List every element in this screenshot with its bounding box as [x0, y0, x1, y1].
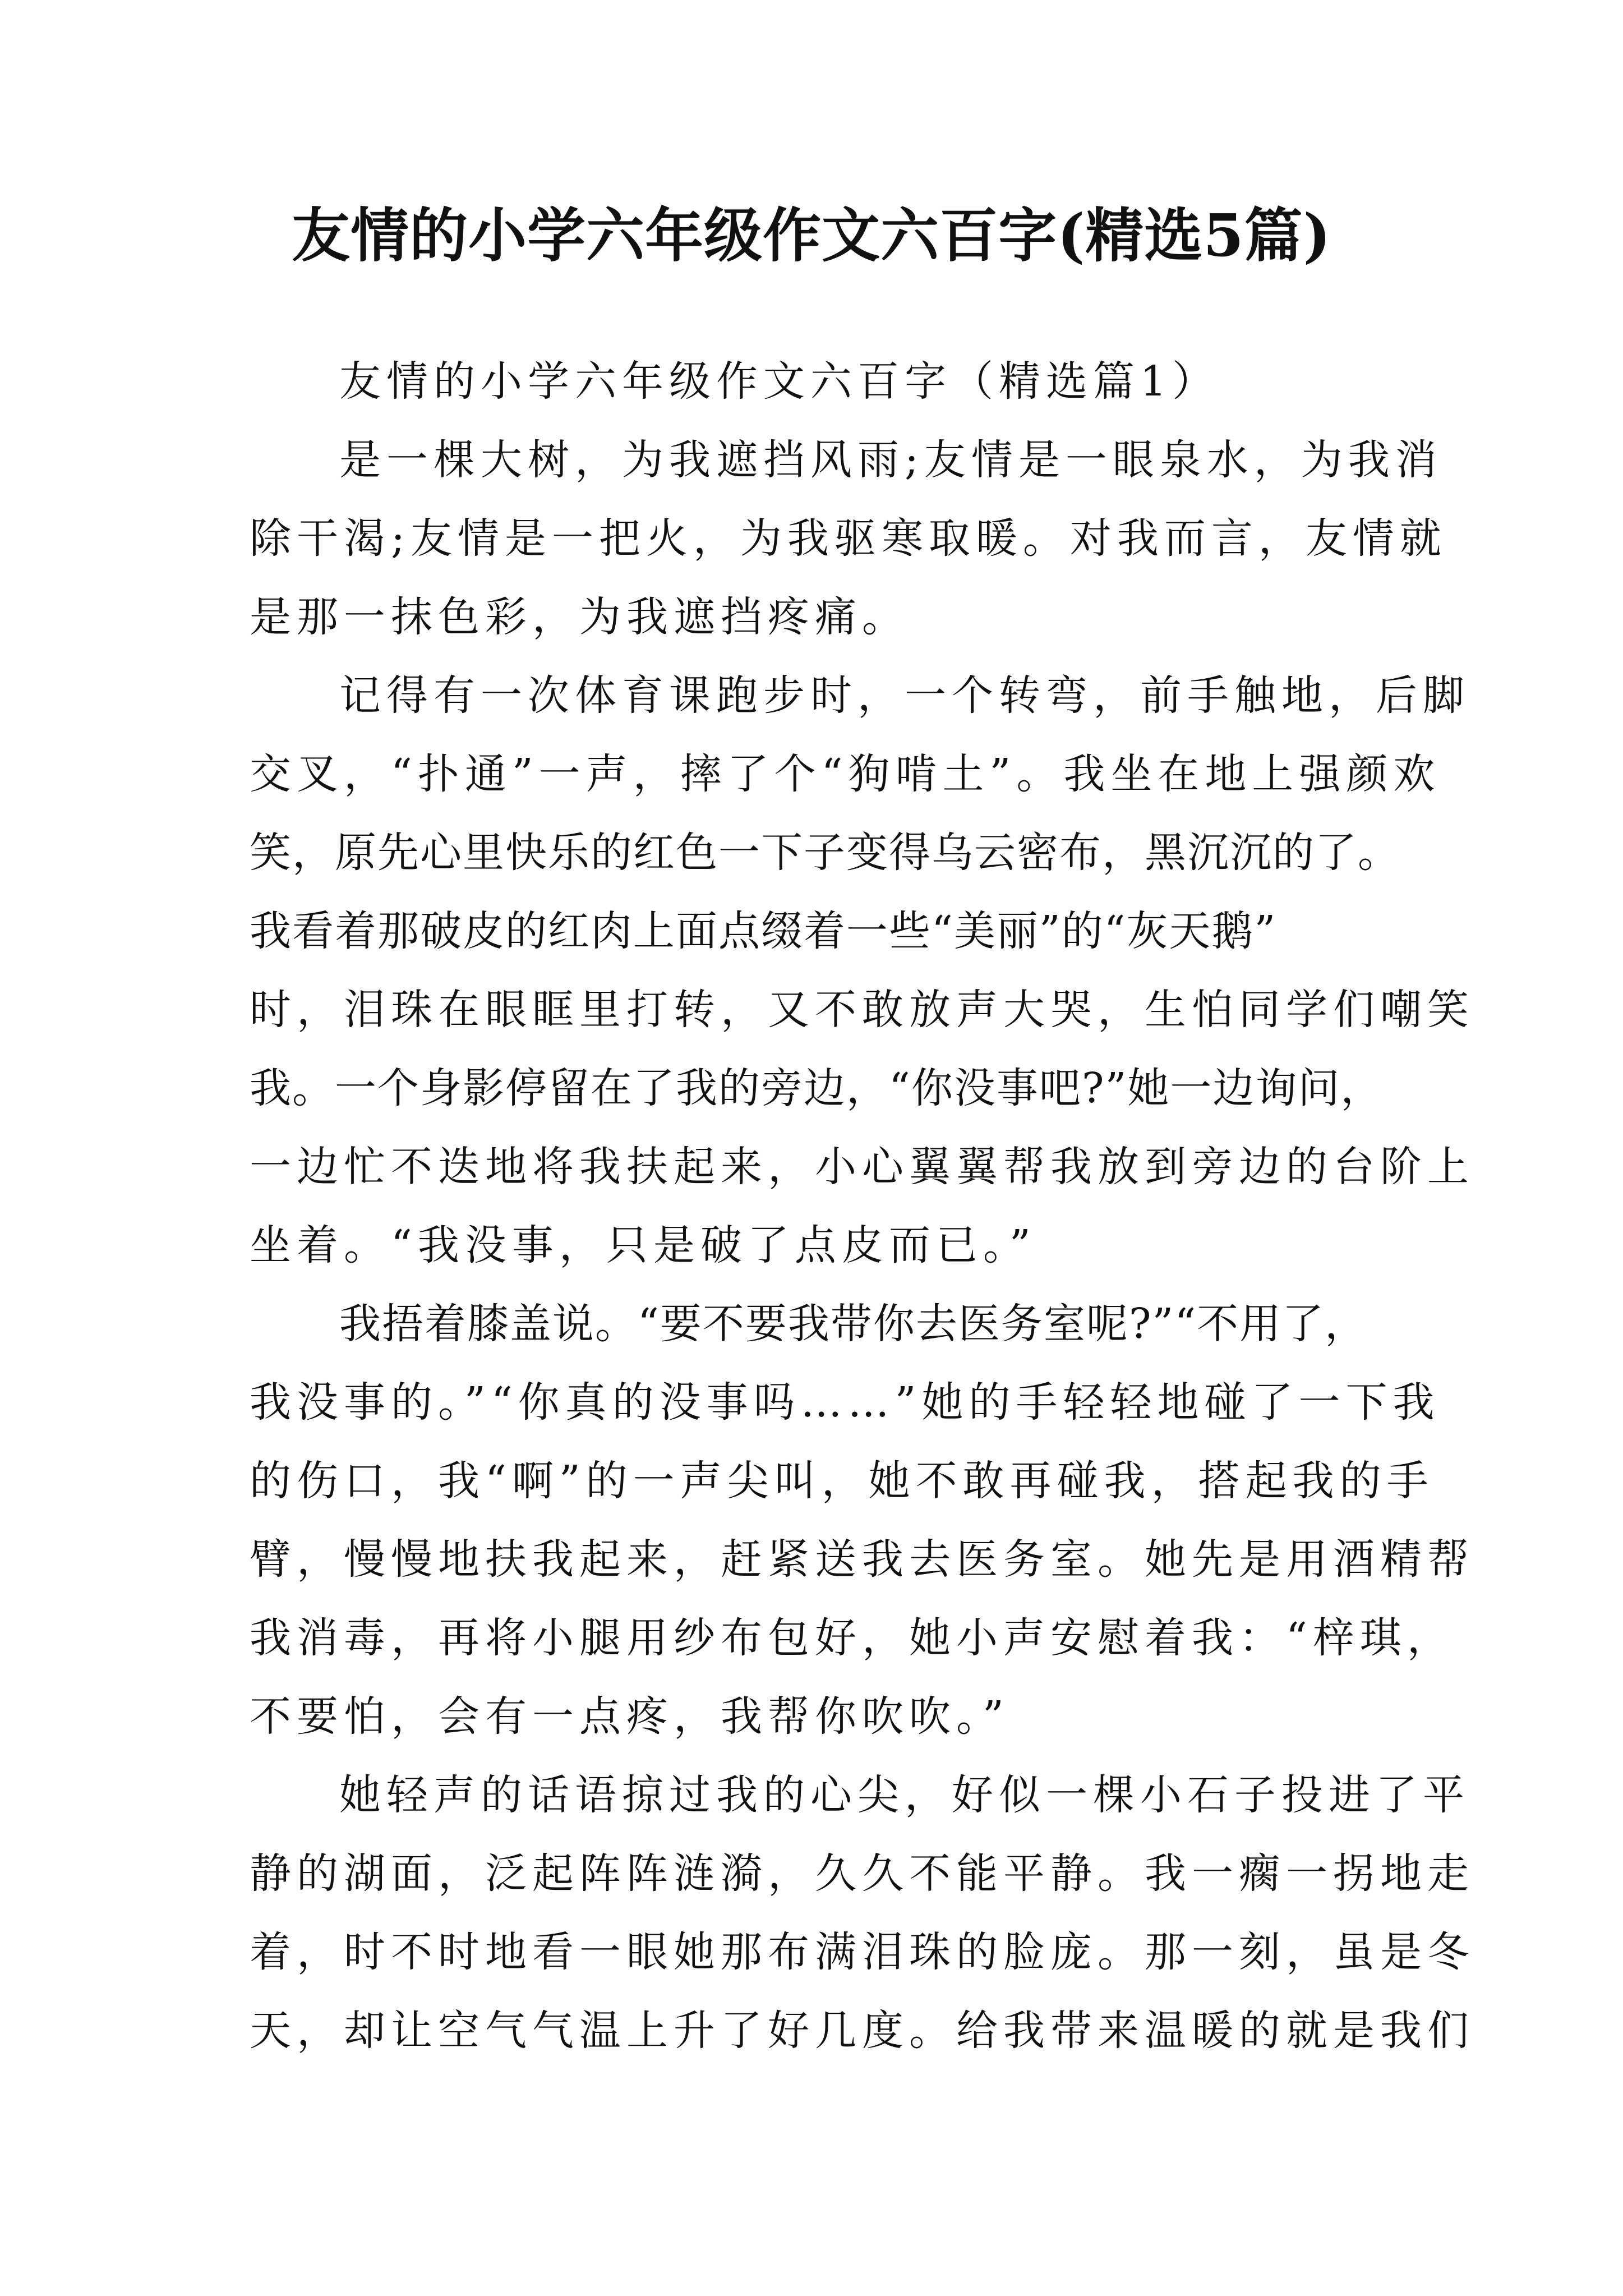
section-heading: 友情的小学六年级作文六百字（精选篇1）: [339, 357, 1220, 406]
paragraph-line: 我捂着膝盖说。“要不要我带你去医务室呢?”“不用了，: [339, 1300, 1368, 1348]
paragraph-line: 一边忙不迭地将我扶起来，小心翼翼帮我放到旁边的台阶上: [250, 1143, 1474, 1191]
paragraph-line: 是一棵大树，为我遮挡风雨;友情是一眼泉水，为我消: [339, 436, 1442, 484]
paragraph-line: 我消毒，再将小腿用纱布包好，她小声安慰着我：“梓琪，: [250, 1614, 1454, 1662]
paragraph-line: 她轻声的话语掠过我的心尖，好似一棵小石子投进了平: [339, 1771, 1470, 1819]
paragraph-line: 坐着。“我没事，只是破了点皮而已。”: [250, 1221, 1036, 1269]
paragraph-line: 着，时不时地看一眼她那布满泪珠的脸庞。那一刻，虽是冬: [250, 1928, 1474, 1976]
paragraph-line: 交叉，“扑通”一声，摔了个“狗啃土”。我坐在地上强颜欢: [250, 750, 1441, 798]
paragraph-line: 是那一抹色彩，为我遮挡疼痛。: [250, 593, 909, 641]
paragraph-line: 时，泪珠在眼眶里打转，又不敢放声大哭，生怕同学们嘲笑: [250, 986, 1474, 1034]
paragraph-line: 笑，原先心里快乐的红色一下子变得乌云密布，黑沉沉的了。: [250, 829, 1400, 877]
paragraph-line: 不要怕，会有一点疼，我帮你吹吹。”: [250, 1692, 1009, 1741]
paragraph-line: 我没事的。”“你真的没事吗……”她的手轻轻地碰了一下我: [250, 1378, 1440, 1427]
paragraph-line: 我看着那破皮的红肉上面点缀着一些“美丽”的“灰天鹅”: [250, 907, 1277, 955]
paragraph-line: 静的湖面，泛起阵阵涟漪，久久不能平静。我一瘸一拐地走: [250, 1849, 1474, 1898]
paragraph-line: 的伤口，我“啊”的一声尖叫，她不敢再碰我，搭起我的手: [250, 1457, 1434, 1505]
document-title: 友情的小学六年级作文六百字(精选5篇): [292, 201, 1331, 270]
paragraph-line: 记得有一次体育课跑步时，一个转弯，前手触地，后脚: [339, 671, 1470, 720]
paragraph-line: 臂，慢慢地扶我起来，赶紧送我去医务室。她先是用酒精帮: [250, 1535, 1474, 1584]
paragraph-line: 天，却让空气气温上升了好几度。给我带来温暖的就是我们: [250, 2007, 1474, 2055]
document-body: [250, 342, 1474, 2070]
paragraph-line: 除干渴;友情是一把火，为我驱寒取暖。对我而言，友情就: [250, 514, 1447, 563]
paragraph-line: 我。一个身影停留在了我的旁边，“你没事吧?”她一边询问，: [250, 1064, 1384, 1112]
